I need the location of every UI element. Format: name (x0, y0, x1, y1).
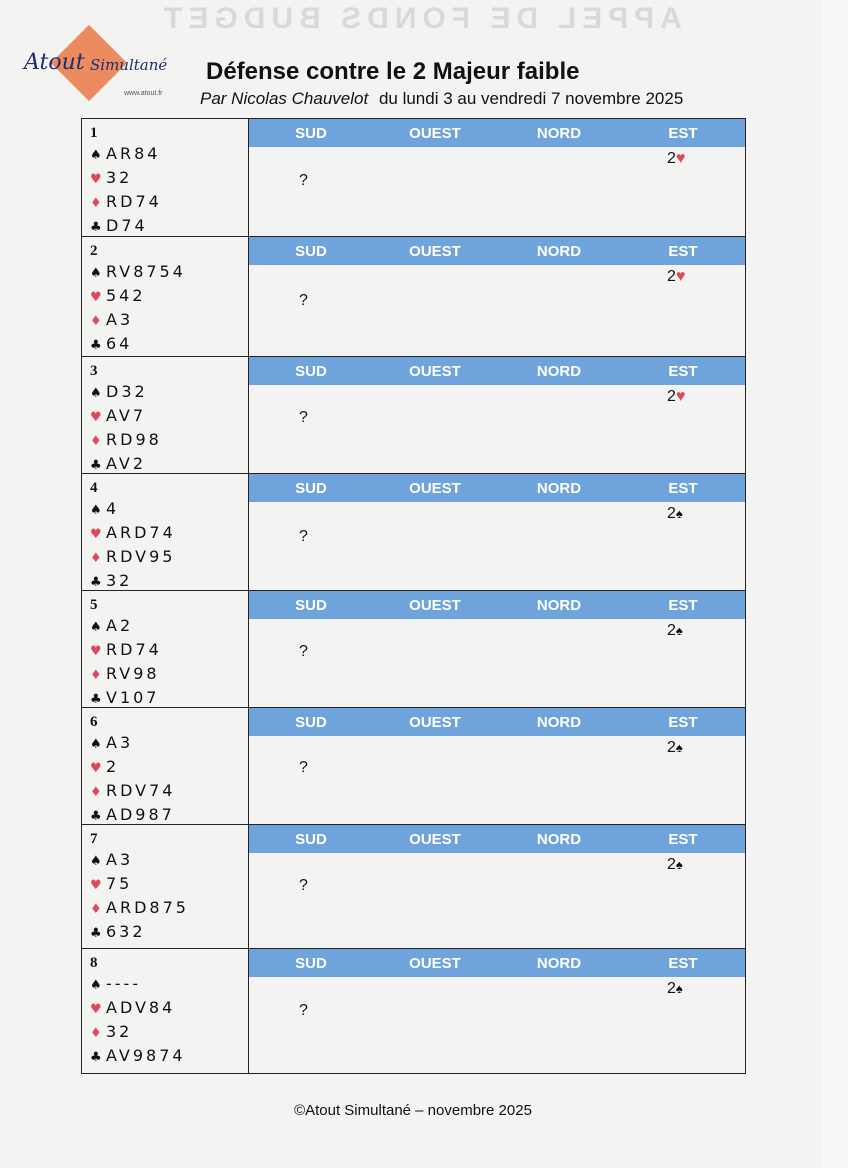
seat-label: NORD (536, 124, 582, 142)
diamonds-holding (90, 663, 248, 687)
diamonds-cards: ARD875 (106, 898, 189, 917)
deal-number: 7 (90, 831, 98, 847)
auction-header (249, 825, 745, 853)
diamonds-icon: ♦ (90, 551, 102, 566)
diamonds-icon: ♦ (90, 314, 102, 329)
seat-label: SUD (295, 713, 327, 731)
clubs-cards: D74 (106, 216, 148, 235)
seat-label: NORD (536, 362, 582, 380)
spades-holding (90, 615, 248, 639)
seat-label: EST (668, 596, 698, 614)
diamonds-icon: ♦ (90, 434, 102, 449)
east-opening-bid (667, 505, 683, 523)
hearts-holding (90, 405, 248, 429)
spades-icon: ♠ (90, 620, 102, 635)
hearts-icon: ♥ (90, 1002, 102, 1017)
diamonds-holding (90, 309, 248, 333)
seat-label: OUEST (409, 124, 461, 142)
diamonds-holding (90, 191, 248, 215)
bid-level: 2 (667, 388, 676, 405)
spades-holding (90, 143, 248, 167)
diamonds-icon: ♦ (90, 902, 102, 917)
diamonds-cards: RD74 (106, 192, 162, 211)
east-opening-bid (667, 388, 685, 406)
spades-holding (90, 381, 248, 405)
seat-label: EST (668, 362, 698, 380)
spades-holding (90, 732, 248, 756)
spades-icon: ♠ (90, 737, 102, 752)
spades-cards: D32 (106, 382, 148, 401)
clubs-icon: ♣ (90, 809, 102, 824)
diamonds-icon: ♦ (90, 1026, 102, 1041)
auction-box (249, 825, 745, 948)
auction-header (249, 237, 745, 265)
east-opening-bid (667, 856, 683, 874)
deal-number: 5 (90, 597, 98, 613)
seat-label: NORD (536, 713, 582, 731)
clubs-icon: ♣ (90, 575, 102, 590)
south-call-question: ? (299, 643, 308, 660)
seat-label: NORD (536, 954, 582, 972)
hearts-holding (90, 167, 248, 191)
clubs-icon: ♣ (90, 692, 102, 707)
south-call-question: ? (299, 759, 308, 776)
seat-label: SUD (295, 479, 327, 497)
east-opening-bid (667, 980, 683, 998)
spades-cards: A2 (106, 616, 134, 635)
footer-copyright: ©Atout Simultané – novembre 2025 (294, 1102, 532, 1119)
auction-header (249, 357, 745, 385)
bleed-through-text: APPEL DE FONDS BUDGET (158, 2, 682, 35)
deal-number: 8 (90, 955, 98, 971)
seat-label: OUEST (409, 242, 461, 260)
south-call-question: ? (299, 172, 308, 189)
spades-icon: ♠ (675, 506, 683, 521)
bid-level: 2 (667, 622, 676, 639)
spades-icon: ♠ (90, 148, 102, 163)
seat-label: OUEST (409, 596, 461, 614)
deal-number: 4 (90, 480, 98, 496)
clubs-icon: ♣ (90, 926, 102, 941)
spades-icon: ♠ (90, 978, 102, 993)
clubs-icon: ♣ (90, 338, 102, 353)
south-call-question: ? (299, 1002, 308, 1019)
auction-header (249, 474, 745, 502)
diamonds-icon: ♦ (90, 668, 102, 683)
spades-holding (90, 498, 248, 522)
hearts-icon: ♥ (675, 268, 686, 285)
hearts-holding (90, 522, 248, 546)
auction-header (249, 949, 745, 977)
south-hand (82, 357, 249, 473)
hearts-holding (90, 756, 248, 780)
page-edge (822, 0, 848, 1168)
auction-header (249, 591, 745, 619)
seat-label: OUEST (409, 954, 461, 972)
diamonds-holding (90, 897, 248, 921)
south-call-question: ? (299, 877, 308, 894)
hearts-icon: ♥ (90, 644, 102, 659)
logo-url: www.atout.fr (124, 90, 163, 97)
hearts-cards: ADV84 (106, 998, 176, 1017)
seat-label: SUD (295, 596, 327, 614)
spades-icon: ♠ (90, 386, 102, 401)
auction-box (249, 119, 745, 236)
hearts-cards: 75 (106, 874, 133, 893)
south-hand (82, 825, 249, 948)
spades-cards: ---- (106, 974, 142, 993)
hearts-cards: 32 (106, 168, 133, 187)
bid-level: 2 (667, 268, 676, 285)
bid-level: 2 (667, 150, 676, 167)
clubs-holding (90, 333, 248, 357)
seat-label: SUD (295, 124, 327, 142)
clubs-cards: V107 (106, 688, 160, 707)
seat-label: OUEST (409, 713, 461, 731)
seat-label: EST (668, 830, 698, 848)
diamonds-cards: RD98 (106, 430, 162, 449)
deal-row (82, 949, 745, 1073)
diamonds-cards: RDV95 (106, 547, 176, 566)
seat-label: NORD (536, 596, 582, 614)
bid-level: 2 (667, 739, 676, 756)
spades-icon: ♠ (675, 623, 683, 638)
auction-box (249, 237, 745, 356)
seat-label: SUD (295, 362, 327, 380)
clubs-cards: AV9874 (106, 1046, 186, 1065)
deals-table (81, 118, 746, 1074)
south-call-question: ? (299, 409, 308, 426)
seat-label: EST (668, 124, 698, 142)
spades-icon: ♠ (90, 266, 102, 281)
hearts-cards: AV7 (106, 406, 147, 425)
seat-label: SUD (295, 242, 327, 260)
bid-level: 2 (667, 980, 676, 997)
spades-icon: ♠ (90, 503, 102, 518)
logo-brand-part1: Atout (24, 50, 85, 75)
diamonds-icon: ♦ (90, 785, 102, 800)
seat-label: SUD (295, 954, 327, 972)
seat-label: NORD (536, 242, 582, 260)
auction-header (249, 119, 745, 147)
deal-number: 3 (90, 363, 98, 379)
hearts-holding (90, 285, 248, 309)
clubs-cards: 32 (106, 571, 133, 590)
hearts-holding (90, 873, 248, 897)
seat-label: NORD (536, 479, 582, 497)
auction-box (249, 357, 745, 473)
hearts-cards: ARD74 (106, 523, 176, 542)
diamonds-holding (90, 546, 248, 570)
diamonds-holding (90, 780, 248, 804)
diamonds-holding (90, 429, 248, 453)
auction-box (249, 474, 745, 590)
south-hand (82, 474, 249, 590)
south-hand (82, 119, 249, 236)
spades-icon: ♠ (675, 857, 683, 872)
diamonds-cards: RV98 (106, 664, 160, 683)
east-opening-bid (667, 622, 683, 640)
hearts-icon: ♥ (90, 290, 102, 305)
clubs-icon: ♣ (90, 1050, 102, 1065)
south-hand (82, 708, 249, 824)
seat-label: NORD (536, 830, 582, 848)
south-call-question: ? (299, 292, 308, 309)
clubs-holding (90, 921, 248, 945)
hearts-holding (90, 639, 248, 663)
hearts-cards: 2 (106, 757, 120, 776)
spades-icon: ♠ (90, 854, 102, 869)
author: Par Nicolas Chauvelot (200, 89, 369, 108)
clubs-cards: 632 (106, 922, 146, 941)
spades-holding (90, 261, 248, 285)
deal-row (82, 357, 745, 474)
diamonds-holding (90, 1021, 248, 1045)
clubs-holding (90, 215, 248, 239)
auction-header (249, 708, 745, 736)
seat-label: SUD (295, 830, 327, 848)
spades-cards: RV8754 (106, 262, 186, 281)
deal-row (82, 708, 745, 825)
deal-number: 2 (90, 243, 98, 259)
hearts-icon: ♥ (675, 388, 686, 405)
deal-row (82, 591, 745, 708)
hearts-icon: ♥ (90, 410, 102, 425)
hearts-icon: ♥ (90, 172, 102, 187)
seat-label: EST (668, 479, 698, 497)
bid-level: 2 (667, 856, 676, 873)
deal-number: 6 (90, 714, 98, 730)
bid-level: 2 (667, 505, 676, 522)
deal-row (82, 474, 745, 591)
seat-label: OUEST (409, 479, 461, 497)
spades-icon: ♠ (675, 981, 683, 996)
hearts-holding (90, 997, 248, 1021)
atout-simultane-logo (22, 28, 192, 112)
clubs-cards: AD987 (106, 805, 175, 824)
auction-box (249, 708, 745, 824)
east-opening-bid (667, 268, 685, 286)
spades-cards: 4 (106, 499, 120, 518)
spades-icon: ♠ (675, 740, 683, 755)
spades-cards: A3 (106, 850, 134, 869)
seat-label: EST (668, 954, 698, 972)
deal-row (82, 119, 745, 237)
hearts-icon: ♥ (675, 150, 686, 167)
page-subtitle (200, 89, 683, 109)
hearts-icon: ♥ (90, 761, 102, 776)
spades-holding (90, 849, 248, 873)
east-opening-bid (667, 150, 685, 168)
clubs-cards: 64 (106, 334, 133, 353)
seat-label: OUEST (409, 362, 461, 380)
clubs-cards: AV2 (106, 454, 147, 473)
seat-label: EST (668, 242, 698, 260)
south-call-question: ? (299, 528, 308, 545)
diamonds-cards: A3 (106, 310, 134, 329)
seat-label: EST (668, 713, 698, 731)
logo-brand-part2: Simultané (90, 56, 168, 74)
deal-number: 1 (90, 125, 98, 141)
auction-box (249, 591, 745, 707)
page-title: Défense contre le 2 Majeur faible (206, 58, 580, 85)
hearts-cards: RD74 (106, 640, 162, 659)
clubs-icon: ♣ (90, 220, 102, 235)
date-range: du lundi 3 au vendredi 7 novembre 2025 (378, 89, 684, 108)
deal-row (82, 237, 745, 357)
clubs-icon: ♣ (90, 458, 102, 473)
south-hand (82, 949, 249, 1073)
south-hand (82, 237, 249, 356)
east-opening-bid (667, 739, 683, 757)
clubs-holding (90, 1045, 248, 1069)
hearts-icon: ♥ (90, 878, 102, 893)
diamonds-cards: RDV74 (106, 781, 176, 800)
deal-row (82, 825, 745, 949)
hearts-icon: ♥ (90, 527, 102, 542)
diamonds-icon: ♦ (90, 196, 102, 211)
hearts-cards: 542 (106, 286, 146, 305)
spades-cards: AR84 (106, 144, 161, 163)
spades-cards: A3 (106, 733, 134, 752)
seat-label: OUEST (409, 830, 461, 848)
south-hand (82, 591, 249, 707)
diamonds-cards: 32 (106, 1022, 133, 1041)
spades-holding (90, 973, 248, 997)
auction-box (249, 949, 745, 1073)
